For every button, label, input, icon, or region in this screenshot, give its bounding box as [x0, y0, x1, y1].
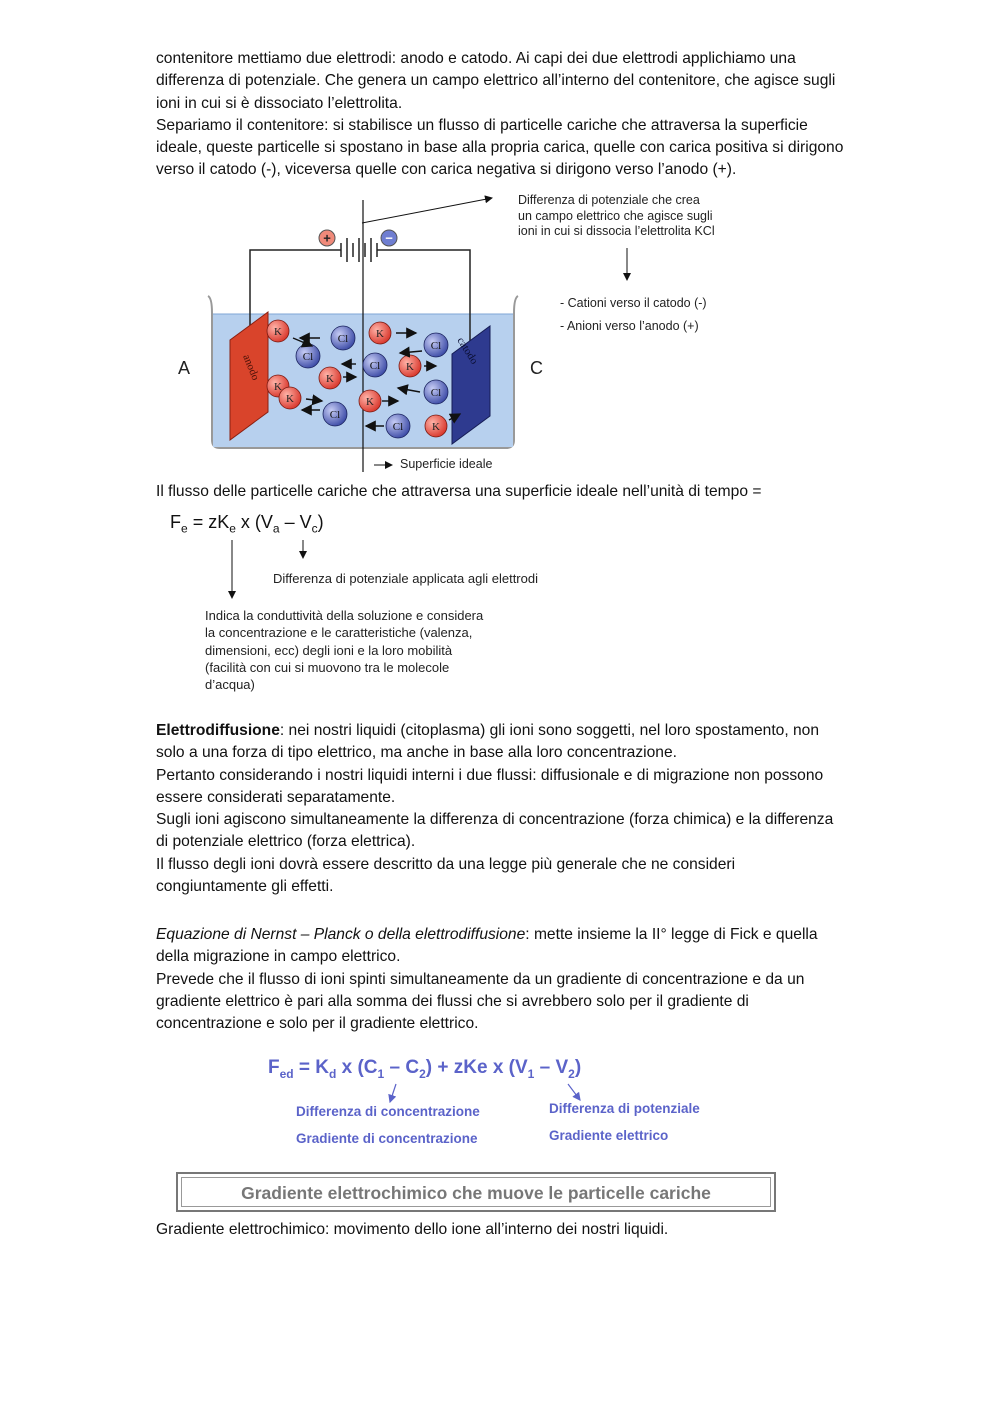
anions-label: - Anioni verso l’anodo (+)	[560, 319, 699, 333]
note-line: un campo elettrico che agisce sugli	[518, 208, 713, 223]
desc-line: la concentrazione e le caratteristiche (valenza,	[205, 625, 473, 641]
svg-text:K: K	[432, 421, 440, 433]
svg-text:Cl: Cl	[329, 409, 341, 421]
formula2-left-label1: Differenza di concentrazione	[296, 1104, 480, 1119]
svg-text:K: K	[376, 328, 384, 340]
text-line: della migrazione in campo elettrico.	[156, 948, 401, 966]
desc-line: dimensioni, ecc) degli ioni e la loro mobilità	[205, 642, 453, 658]
desc-line: Indica la conduttività della soluzione e considera	[205, 608, 484, 623]
desc-line: (facilità con cui si muovono tra le molecole	[205, 659, 450, 675]
text-line: essere considerati separatamente.	[156, 788, 396, 806]
electrolysis-diagram	[160, 188, 760, 480]
svg-text:Cl: Cl	[337, 333, 349, 345]
formula-fe: $F_e = zK_e$ x $(V_a - V_c)$	[170, 512, 324, 536]
k-ion	[267, 320, 289, 342]
left-letter: A	[178, 358, 191, 378]
nernst-paragraph	[156, 924, 916, 1035]
text-line: ioni in cui si è dissociato l’elettrolita.	[156, 94, 403, 112]
svg-text:Cl: Cl	[430, 340, 442, 352]
svg-text:K: K	[326, 373, 334, 385]
note-line: Differenza di potenziale che crea	[518, 193, 700, 207]
flux-intro: Il flusso delle particelle cariche che attraversa una superficie ideale nell’unità di tempo =	[156, 483, 762, 500]
closing-line: Gradiente elettrochimico: movimento dello ione all’interno dei nostri liquidi.	[156, 1221, 669, 1238]
text-line: Separiamo il contenitore: si stabilisce un flusso di particelle cariche che attraversa la superficie	[156, 116, 808, 134]
surface-label: Superficie ideale	[400, 457, 493, 471]
formula2-block	[268, 1056, 748, 1156]
text-line: contenitore mettiamo due elettrodi: anodo e catodo. Ai capi dei due elettrodi applichiamo una	[156, 50, 796, 67]
svg-text:K: K	[274, 326, 282, 338]
cl-ion	[363, 353, 387, 377]
cl-ion	[424, 380, 448, 404]
k-ion	[425, 415, 447, 437]
formula-fed: $F_{ed} = K_d$ x $(C_1 - C_2)$ + zKe x $(V_1 - V_2)$	[268, 1057, 582, 1081]
svg-text:K: K	[406, 361, 414, 373]
cl-ion	[323, 402, 347, 426]
elettrodiffusione-paragraph	[156, 720, 916, 898]
box-label: Gradiente elettrochimico che muove le particelle cariche	[181, 1177, 771, 1207]
text-line: differenza di potenziale. Che genera un campo elettrico all’interno del contenitore, che agisce sugli	[156, 72, 836, 90]
text-line: gradiente elettrico è pari alla somma dei flussi che si avrebbero solo per il gradiente di	[156, 992, 749, 1010]
text-line: verso il catodo (-), viceversa quelle con carica negativa si dirigono verso l’anodo (+).	[156, 161, 737, 179]
minus-terminal-icon	[381, 230, 397, 246]
term-italic: Equazione di Nernst – Planck o della elettrodiffusione	[156, 926, 526, 943]
svg-text:K: K	[274, 381, 282, 393]
svg-text:K: K	[286, 393, 294, 405]
text-line: di potenziale elettrico (forza elettrica).	[156, 833, 416, 851]
formula2-right-label2: Gradiente elettrico	[549, 1128, 669, 1143]
note-line: ioni in cui si dissocia l’elettrolita KCl	[518, 224, 715, 238]
cl-ion	[296, 344, 320, 368]
k-ion	[279, 387, 301, 409]
battery-icon	[332, 238, 388, 262]
intro-paragraph	[156, 48, 916, 182]
cl-ion	[424, 333, 448, 357]
formula2-left-label2: Gradiente di concentrazione	[296, 1131, 478, 1146]
electrochemical-gradient-box	[176, 1172, 776, 1212]
k-ion	[359, 390, 381, 412]
text-line: Elettrodiffusione: nei nostri liquidi (citoplasma) gli ioni sono soggetti, nel loro spostamento, non	[156, 722, 820, 739]
cl-ion	[386, 414, 410, 438]
text-line: Equazione di Nernst – Planck o della elettrodiffusione: mette insieme la II° legge di Fick e quella	[156, 926, 818, 943]
text-line: Pertanto considerando i nostri liquidi interni i due flussi: diffusionale e di migrazione non possono	[156, 766, 824, 784]
term-bold: Elettrodiffusione	[156, 722, 280, 739]
svg-text:K: K	[366, 396, 374, 408]
svg-text:Cl: Cl	[392, 421, 404, 433]
text-line: Il flusso degli ioni dovrà essere descritto da una legge più generale che ne consideri	[156, 855, 736, 873]
cathode-label: catodo	[454, 335, 481, 367]
text-line: congiuntamente gli effetti.	[156, 878, 334, 896]
battery-note	[518, 193, 758, 240]
svg-text:Cl: Cl	[302, 351, 314, 363]
plus-terminal-icon	[319, 230, 335, 246]
svg-text:Cl: Cl	[430, 387, 442, 399]
formula1-description	[205, 607, 483, 693]
formula1-block	[170, 508, 590, 698]
k-ion	[369, 322, 391, 344]
text-line: ideale, queste particelle si spostano in base alla propria carica, quelle con carica positiva si dirigono	[156, 139, 844, 157]
cl-ion	[331, 326, 355, 350]
right-letter: C	[530, 358, 543, 378]
cations-label: - Cationi verso il catodo (-)	[560, 296, 707, 310]
text-line: Prevede che il flusso di ioni spinti simultaneamente da un gradiente di concentrazione e da un	[156, 970, 805, 988]
formula2-right-label1: Differenza di potenziale	[549, 1101, 700, 1116]
anode-label: anodo	[240, 352, 262, 383]
k-ion	[399, 355, 421, 377]
text-line: Sugli ioni agiscono simultaneamente la differenza di concentrazione (forza chimica) e la differenza	[156, 811, 834, 829]
text-line: concentrazione e solo per il gradiente elettrico.	[156, 1015, 479, 1033]
desc-line: d’acqua)	[205, 677, 255, 693]
svg-text:+: +	[323, 230, 331, 246]
text-line: solo a una forza di tipo elettrico, ma anche in base alla loro concentrazione.	[156, 744, 677, 762]
svg-text:−: −	[385, 230, 393, 246]
note-pointer-arrow	[362, 198, 492, 223]
formula1-arrow-label: Differenza di potenziale applicata agli elettrodi	[273, 571, 538, 586]
k-ion	[319, 367, 341, 389]
svg-text:Cl: Cl	[369, 360, 381, 372]
